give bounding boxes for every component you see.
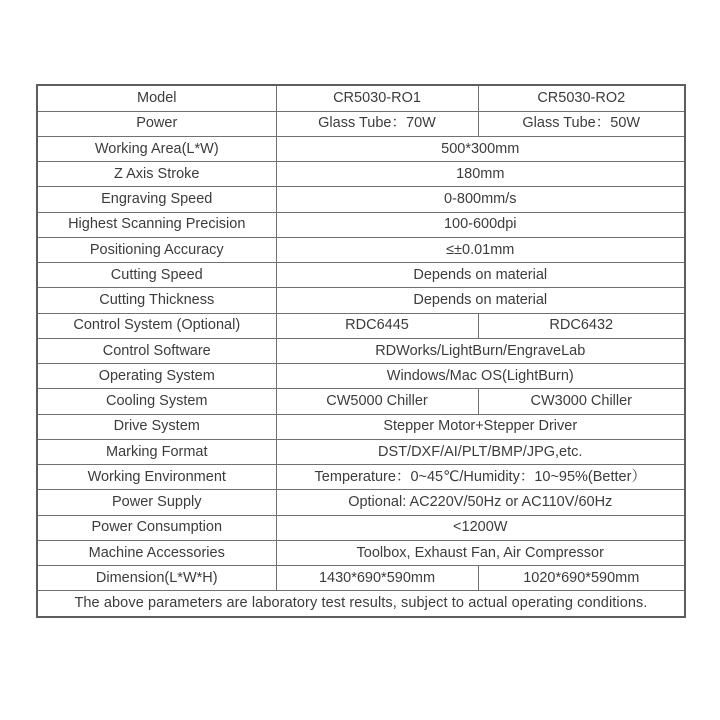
table-row-positioning-accuracy (37, 237, 685, 262)
table-row-marking-format (37, 439, 685, 464)
spec-value: Temperature：0~45℃/Humidity：10~95%(Better） (276, 465, 685, 490)
spec-value: ≤±0.01mm (276, 237, 685, 262)
spec-value: Toolbox, Exhaust Fan, Air Compressor (276, 540, 685, 565)
spec-value: 1430*690*590mm (276, 566, 478, 591)
spec-label: Working Area(L*W) (37, 136, 276, 161)
spec-label: Machine Accessories (37, 540, 276, 565)
spec-label: Power Consumption (37, 515, 276, 540)
spec-table (36, 84, 686, 618)
table-row-footer (37, 591, 685, 617)
spec-value: CW5000 Chiller (276, 389, 478, 414)
spec-label: Working Environment (37, 465, 276, 490)
spec-value: Optional: AC220V/50Hz or AC110V/60Hz (276, 490, 685, 515)
spec-label: Cutting Thickness (37, 288, 276, 313)
spec-value: CR5030-RO2 (478, 85, 685, 111)
table-row-working-environment (37, 465, 685, 490)
spec-label: Control System (Optional) (37, 313, 276, 338)
table-row-dimension (37, 566, 685, 591)
spec-label: Highest Scanning Precision (37, 212, 276, 237)
spec-value: <1200W (276, 515, 685, 540)
spec-value: 0-800mm/s (276, 187, 685, 212)
spec-value: RDWorks/LightBurn/EngraveLab (276, 338, 685, 363)
spec-value: Glass Tube：70W (276, 111, 478, 136)
spec-label: Marking Format (37, 439, 276, 464)
spec-label: Operating System (37, 364, 276, 389)
table-row-cutting-thickness (37, 288, 685, 313)
spec-label: Power Supply (37, 490, 276, 515)
spec-value: Windows/Mac OS(LightBurn) (276, 364, 685, 389)
spec-label: Cooling System (37, 389, 276, 414)
spec-value: 100-600dpi (276, 212, 685, 237)
spec-value: Glass Tube：50W (478, 111, 685, 136)
spec-value: 500*300mm (276, 136, 685, 161)
spec-label: Model (37, 85, 276, 111)
spec-label: Drive System (37, 414, 276, 439)
table-row-cutting-speed (37, 263, 685, 288)
table-row-drive-system (37, 414, 685, 439)
spec-value: DST/DXF/AI/PLT/BMP/JPG,etc. (276, 439, 685, 464)
spec-label: Power (37, 111, 276, 136)
table-footer-note: The above parameters are laboratory test results, subject to actual operating conditions. (37, 591, 685, 617)
table-row-control-system (37, 313, 685, 338)
spec-label: Dimension(L*W*H) (37, 566, 276, 591)
spec-label: Z Axis Stroke (37, 162, 276, 187)
table-row-power-supply (37, 490, 685, 515)
spec-value: Stepper Motor+Stepper Driver (276, 414, 685, 439)
table-row-operating-system (37, 364, 685, 389)
table-row-machine-accessories (37, 540, 685, 565)
table-row-z-axis-stroke (37, 162, 685, 187)
table-row-control-software (37, 338, 685, 363)
spec-label: Positioning Accuracy (37, 237, 276, 262)
spec-value: 180mm (276, 162, 685, 187)
spec-value: 1020*690*590mm (478, 566, 685, 591)
table-row-power-consumption (37, 515, 685, 540)
spec-value: CR5030-RO1 (276, 85, 478, 111)
table-row-model (37, 85, 685, 111)
spec-value: Depends on material (276, 288, 685, 313)
table-row-scanning-precision (37, 212, 685, 237)
spec-label: Control Software (37, 338, 276, 363)
spec-label: Cutting Speed (37, 263, 276, 288)
table-row-working-area (37, 136, 685, 161)
spec-value: RDC6432 (478, 313, 685, 338)
spec-value: RDC6445 (276, 313, 478, 338)
spec-value: Depends on material (276, 263, 685, 288)
table-row-power (37, 111, 685, 136)
spec-value: CW3000 Chiller (478, 389, 685, 414)
table-row-cooling-system (37, 389, 685, 414)
table-row-engraving-speed (37, 187, 685, 212)
spec-label: Engraving Speed (37, 187, 276, 212)
